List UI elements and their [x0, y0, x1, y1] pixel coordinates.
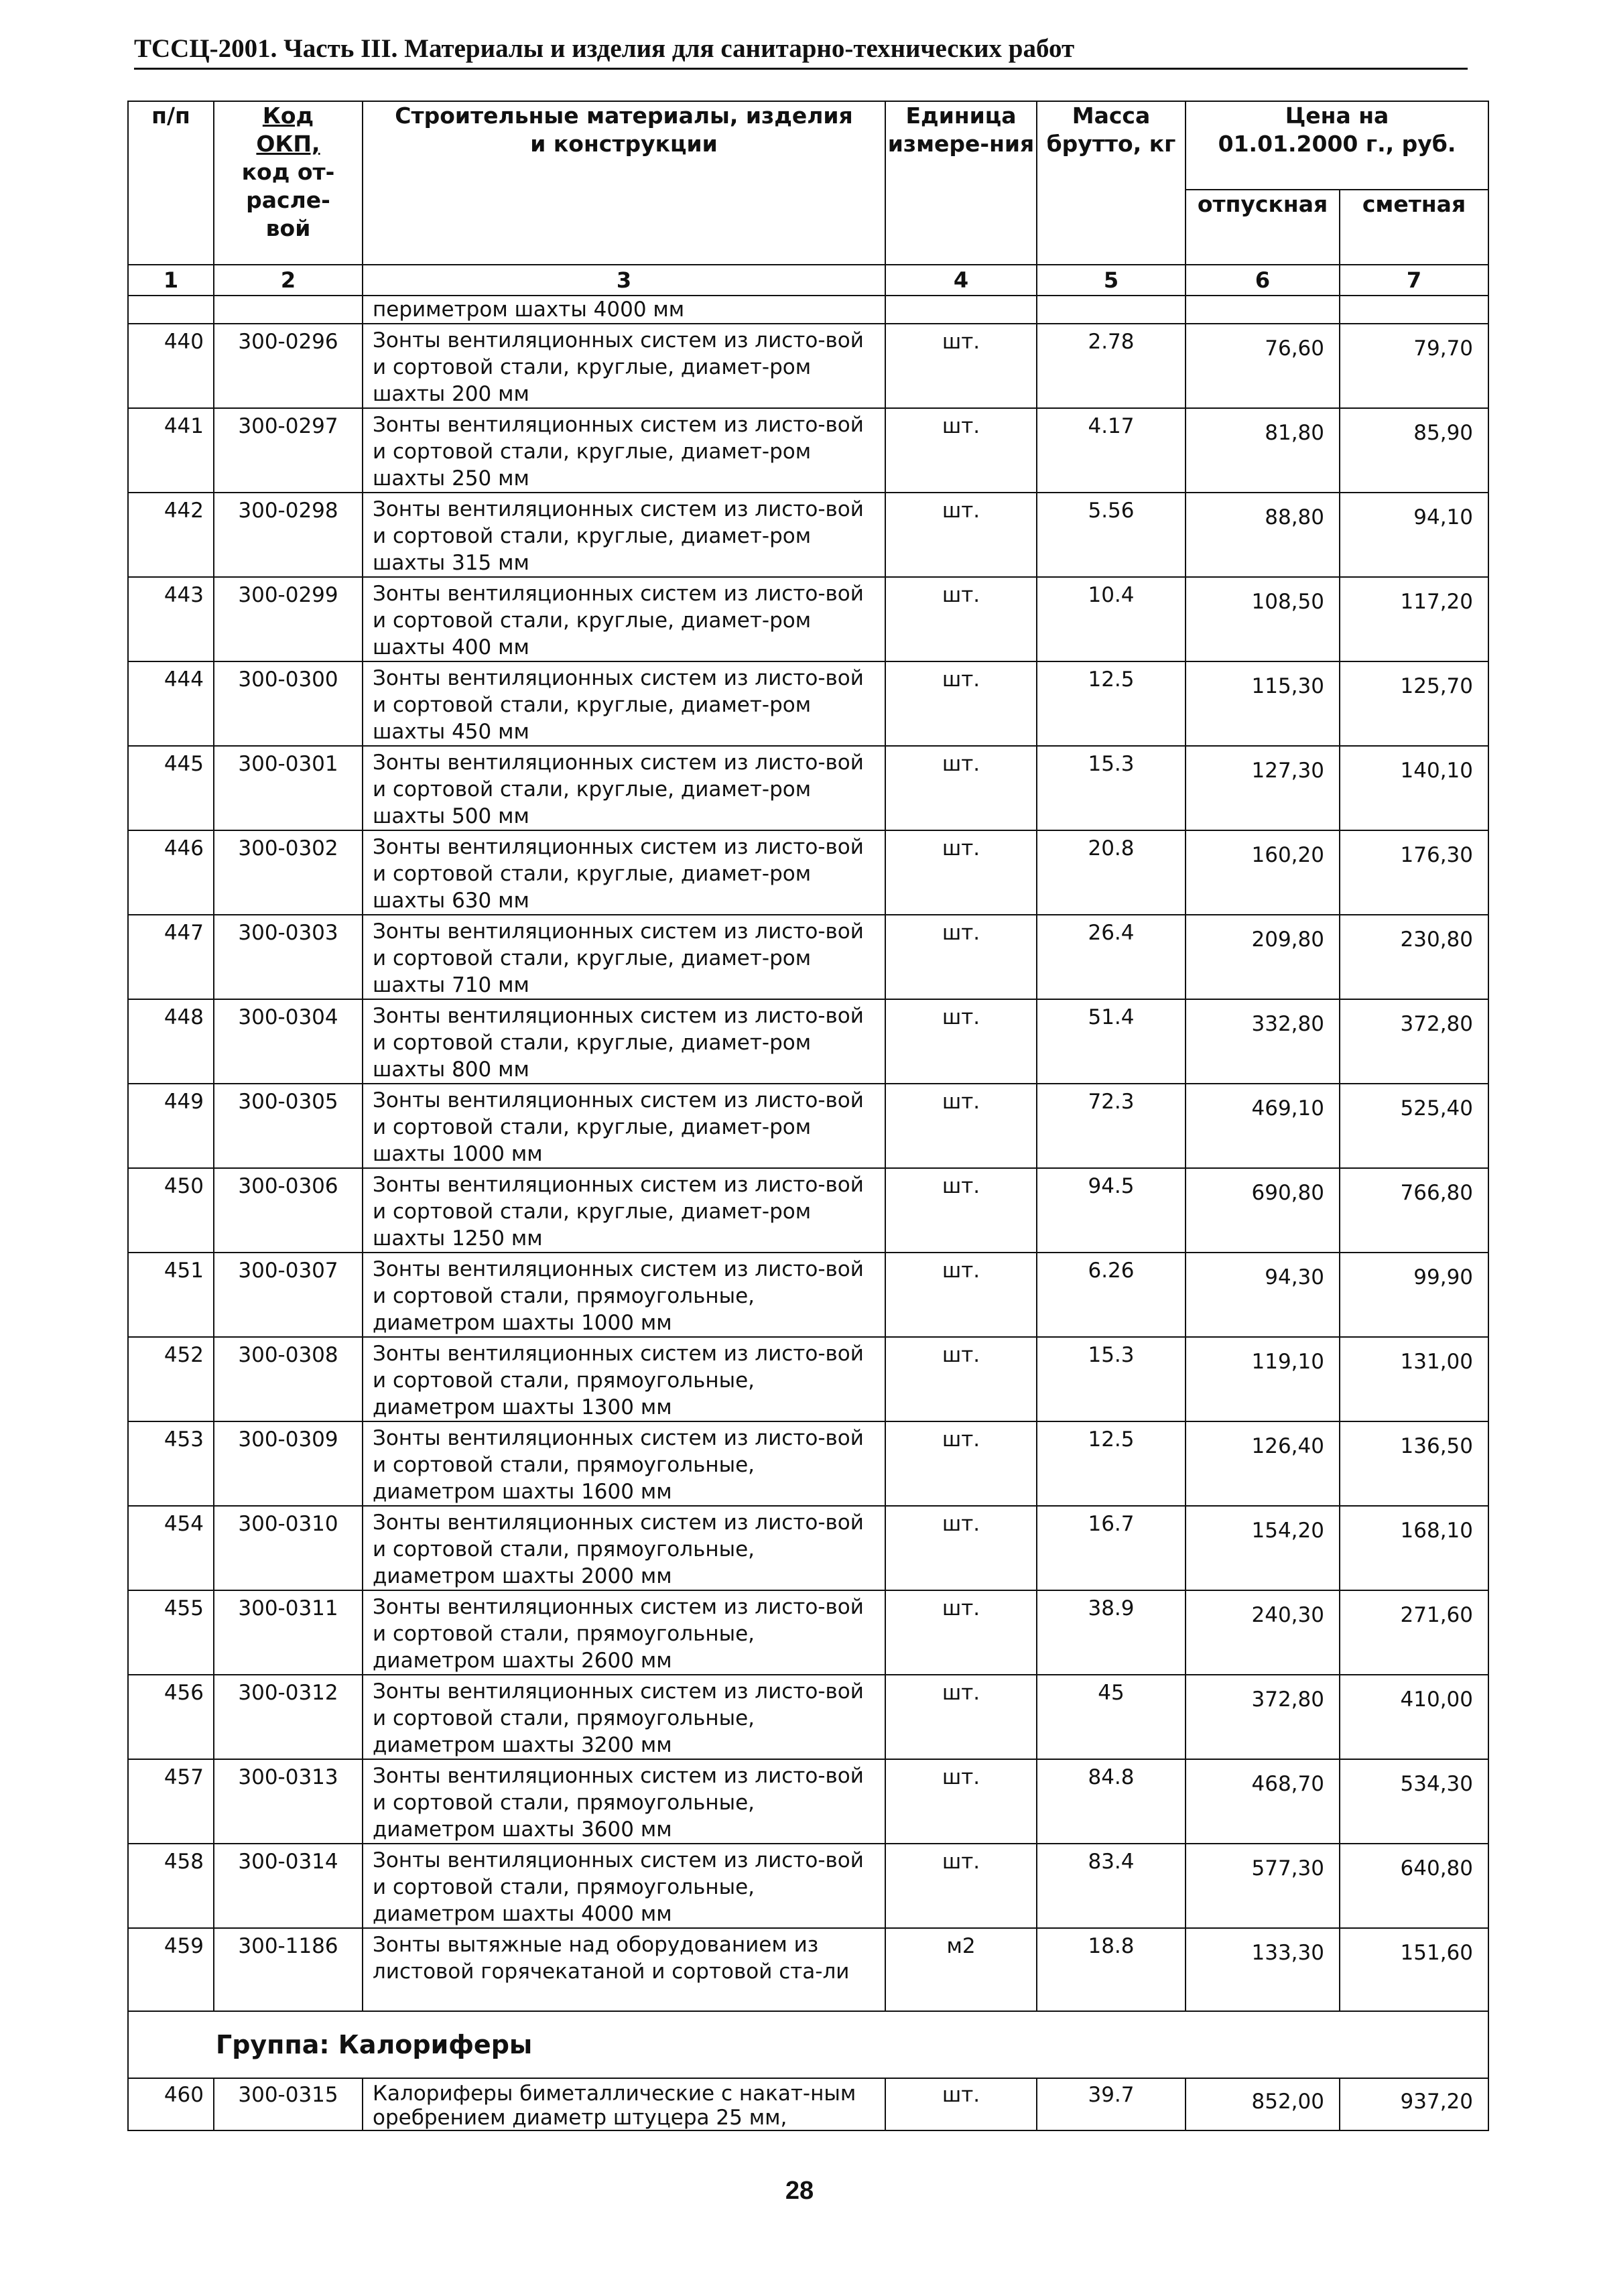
- row-mass: 72.3: [1037, 1084, 1186, 1168]
- header-code-line4: расле-: [246, 187, 330, 213]
- row-price-estimate: 230,80: [1340, 915, 1488, 999]
- row-mass: 83.4: [1037, 1844, 1186, 1928]
- row-unit: шт.: [885, 408, 1037, 493]
- row-price-release: 108,50: [1186, 577, 1340, 661]
- row-unit: шт.: [885, 999, 1037, 1084]
- row-price-release: 154,20: [1186, 1506, 1340, 1590]
- running-title: ТССЦ-2001. Часть III. Материалы и изделия для санитарно-технических работ: [134, 34, 1468, 70]
- row-number: 455: [128, 1590, 214, 1675]
- row-mass: 2.78: [1037, 324, 1186, 408]
- row-name: Зонты вытяжные над оборудованием из листовой горячекатаной и сортовой ста-ли: [363, 1928, 885, 2011]
- table-row: [128, 661, 1488, 746]
- row-name: Зонты вентиляционных систем из листо-вой и сортовой стали, круглые, диамет-ром шахты 800 мм: [363, 999, 885, 1084]
- row-mass: 39.7: [1037, 2078, 1186, 2130]
- table-row: [128, 1759, 1488, 1844]
- header-mass: Масса брутто, кг: [1037, 101, 1186, 265]
- row-price-estimate: 99,90: [1340, 1253, 1488, 1337]
- row-name: Зонты вентиляционных систем из листо-вой и сортовой стали, круглые, диамет-ром шахты 250 мм: [363, 408, 885, 493]
- table-row: [128, 1253, 1488, 1337]
- group-title: Группа: Калориферы: [128, 2011, 1488, 2078]
- row-unit: шт.: [885, 746, 1037, 830]
- row-code: 300-0313: [214, 1759, 363, 1844]
- row-name: Зонты вентиляционных систем из листо-вой и сортовой стали, круглые, диамет-ром шахты 710 мм: [363, 915, 885, 999]
- row-price-estimate: 766,80: [1340, 1168, 1488, 1253]
- row-number: 442: [128, 493, 214, 577]
- table-row: [128, 1421, 1488, 1506]
- row-price-release: 469,10: [1186, 1084, 1340, 1168]
- row-unit: шт.: [885, 661, 1037, 746]
- row-number: 453: [128, 1421, 214, 1506]
- row-number: 454: [128, 1506, 214, 1590]
- row-price-estimate: 94,10: [1340, 493, 1488, 577]
- group-row: [128, 2011, 1488, 2078]
- row-price-estimate: 372,80: [1340, 999, 1488, 1084]
- row-price-estimate: 136,50: [1340, 1421, 1488, 1506]
- row-number: 441: [128, 408, 214, 493]
- row-number: 451: [128, 1253, 214, 1337]
- row-number: 458: [128, 1844, 214, 1928]
- row-mass: 10.4: [1037, 577, 1186, 661]
- table-row: [128, 1337, 1488, 1421]
- row-unit: шт.: [885, 1253, 1037, 1337]
- row-unit: шт.: [885, 1506, 1037, 1590]
- header-price-estimate: сметная: [1340, 190, 1488, 265]
- row-price-estimate: 534,30: [1340, 1759, 1488, 1844]
- row-name: Зонты вентиляционных систем из листо-вой и сортовой стали, прямоугольные, диаметром шахты 3600 мм: [363, 1759, 885, 1844]
- row-number: 448: [128, 999, 214, 1084]
- row-price-release: 76,60: [1186, 324, 1340, 408]
- row-price-release: 209,80: [1186, 915, 1340, 999]
- row-unit: шт.: [885, 324, 1037, 408]
- column-number-1: 1: [128, 265, 214, 296]
- header-code: [214, 101, 363, 265]
- row-unit: шт.: [885, 577, 1037, 661]
- row-mass: 16.7: [1037, 1506, 1186, 1590]
- row-code: 300-0298: [214, 493, 363, 577]
- row-price-release: 115,30: [1186, 661, 1340, 746]
- row-name: Зонты вентиляционных систем из листо-вой и сортовой стали, круглые, диамет-ром шахты 400 мм: [363, 577, 885, 661]
- table-row: [128, 746, 1488, 830]
- header-code-line5: вой: [265, 215, 311, 241]
- row-code: 300-0315: [214, 2078, 363, 2130]
- row-price-estimate: 640,80: [1340, 1844, 1488, 1928]
- row-mass: 6.26: [1037, 1253, 1186, 1337]
- row-mass: 12.5: [1037, 661, 1186, 746]
- row-code: 300-0311: [214, 1590, 363, 1675]
- row-price-estimate: 131,00: [1340, 1337, 1488, 1421]
- row-price-release: 81,80: [1186, 408, 1340, 493]
- row-name: Зонты вентиляционных систем из листо-вой и сортовой стали, круглые, диамет-ром шахты 1250 мм: [363, 1168, 885, 1253]
- row-code: 300-0314: [214, 1844, 363, 1928]
- continuation-text: периметром шахты 4000 мм: [363, 296, 885, 324]
- row-price-estimate: 151,60: [1340, 1928, 1488, 2011]
- row-name: Зонты вентиляционных систем из листо-вой и сортовой стали, прямоугольные, диаметром шахты 2000 мм: [363, 1506, 885, 1590]
- row-name: Зонты вентиляционных систем из листо-вой и сортовой стали, круглые, диамет-ром шахты 450 мм: [363, 661, 885, 746]
- row-code: 300-0301: [214, 746, 363, 830]
- column-number-6: 6: [1186, 265, 1340, 296]
- row-price-release: 577,30: [1186, 1844, 1340, 1928]
- row-code: 300-0304: [214, 999, 363, 1084]
- row-name: Зонты вентиляционных систем из листо-вой и сортовой стали, прямоугольные, диаметром шахты 1300 мм: [363, 1337, 885, 1421]
- row-price-release: 126,40: [1186, 1421, 1340, 1506]
- row-code: 300-0303: [214, 915, 363, 999]
- header-unit: Единица измере-ния: [885, 101, 1037, 265]
- row-unit: шт.: [885, 915, 1037, 999]
- row-mass: 26.4: [1037, 915, 1186, 999]
- row-price-release: 119,10: [1186, 1337, 1340, 1421]
- row-number: 457: [128, 1759, 214, 1844]
- row-code: 300-0297: [214, 408, 363, 493]
- row-mass: 4.17: [1037, 408, 1186, 493]
- column-number-4: 4: [885, 265, 1037, 296]
- row-code: 300-0312: [214, 1675, 363, 1759]
- row-unit: шт.: [885, 1675, 1037, 1759]
- row-mass: 51.4: [1037, 999, 1186, 1084]
- row-code: 300-0307: [214, 1253, 363, 1337]
- row-number: 456: [128, 1675, 214, 1759]
- header-price: Цена на 01.01.2000 г., руб.: [1186, 101, 1488, 190]
- table-row: [128, 324, 1488, 408]
- row-mass: 38.9: [1037, 1590, 1186, 1675]
- row-name: Зонты вентиляционных систем из листо-вой и сортовой стали, прямоугольные, диаметром шахты 1600 мм: [363, 1421, 885, 1506]
- row-price-release: 88,80: [1186, 493, 1340, 577]
- row-unit: шт.: [885, 1844, 1037, 1928]
- header-code-line3: код от-: [241, 159, 335, 185]
- table-row: [128, 1590, 1488, 1675]
- row-code: 300-1186: [214, 1928, 363, 2011]
- table-row-last: [128, 2078, 1488, 2130]
- continuation-row: [128, 296, 1488, 324]
- row-price-estimate: 525,40: [1340, 1084, 1488, 1168]
- row-number: 440: [128, 324, 214, 408]
- row-unit: шт.: [885, 1084, 1037, 1168]
- header-pp: п/п: [128, 101, 214, 265]
- row-price-release: 852,00: [1186, 2078, 1340, 2130]
- row-number: 452: [128, 1337, 214, 1421]
- row-number: 460: [128, 2078, 214, 2130]
- row-price-release: 127,30: [1186, 746, 1340, 830]
- row-number: 447: [128, 915, 214, 999]
- row-code: 300-0299: [214, 577, 363, 661]
- row-price-release: 690,80: [1186, 1168, 1340, 1253]
- row-name: Зонты вентиляционных систем из листо-вой и сортовой стали, круглые, диамет-ром шахты 500 мм: [363, 746, 885, 830]
- table-row: [128, 1168, 1488, 1253]
- row-number: 450: [128, 1168, 214, 1253]
- table-row: [128, 1844, 1488, 1928]
- row-price-release: 160,20: [1186, 830, 1340, 915]
- row-code: 300-0310: [214, 1506, 363, 1590]
- row-unit: шт.: [885, 2078, 1037, 2130]
- row-price-release: 94,30: [1186, 1253, 1340, 1337]
- column-number-7: 7: [1340, 265, 1488, 296]
- table-row: [128, 408, 1488, 493]
- header-name: Строительные материалы, изделия и конструкции: [363, 101, 885, 265]
- row-price-release: 332,80: [1186, 999, 1340, 1084]
- row-mass: 15.3: [1037, 746, 1186, 830]
- table-row: [128, 1675, 1488, 1759]
- table-row: [128, 493, 1488, 577]
- table-row: [128, 999, 1488, 1084]
- header-code-line2: ОКП,: [256, 131, 320, 157]
- row-code: 300-0306: [214, 1168, 363, 1253]
- row-code: 300-0309: [214, 1421, 363, 1506]
- column-number-row: [128, 265, 1488, 296]
- column-number-3: 3: [363, 265, 885, 296]
- row-name: Зонты вентиляционных систем из листо-вой и сортовой стали, круглые, диамет-ром шахты 315 мм: [363, 493, 885, 577]
- row-mass: 45: [1037, 1675, 1186, 1759]
- row-code: 300-0308: [214, 1337, 363, 1421]
- row-mass: 15.3: [1037, 1337, 1186, 1421]
- row-name: Калориферы биметаллические с накат-ным оребрением диаметр штуцера 25 мм,: [363, 2078, 885, 2130]
- row-unit: шт.: [885, 493, 1037, 577]
- row-price-estimate: 176,30: [1340, 830, 1488, 915]
- row-number: 446: [128, 830, 214, 915]
- row-number: 444: [128, 661, 214, 746]
- row-name: Зонты вентиляционных систем из листо-вой и сортовой стали, круглые, диамет-ром шахты 1000 мм: [363, 1084, 885, 1168]
- row-mass: 94.5: [1037, 1168, 1186, 1253]
- row-name: Зонты вентиляционных систем из листо-вой и сортовой стали, прямоугольные, диаметром шахты 4000 мм: [363, 1844, 885, 1928]
- row-mass: 12.5: [1037, 1421, 1186, 1506]
- row-price-estimate: 79,70: [1340, 324, 1488, 408]
- row-unit: шт.: [885, 830, 1037, 915]
- table-row: [128, 1928, 1488, 2011]
- column-number-5: 5: [1037, 265, 1186, 296]
- row-name: Зонты вентиляционных систем из листо-вой и сортовой стали, круглые, диамет-ром шахты 630 мм: [363, 830, 885, 915]
- row-price-estimate: 168,10: [1340, 1506, 1488, 1590]
- row-code: 300-0305: [214, 1084, 363, 1168]
- row-unit: шт.: [885, 1168, 1037, 1253]
- row-name: Зонты вентиляционных систем из листо-вой и сортовой стали, прямоугольные, диаметром шахты 2600 мм: [363, 1590, 885, 1675]
- table-row: [128, 1084, 1488, 1168]
- page-number: 28: [785, 2177, 814, 2205]
- row-unit: м2: [885, 1928, 1037, 2011]
- row-code: 300-0302: [214, 830, 363, 915]
- row-price-release: 468,70: [1186, 1759, 1340, 1844]
- row-number: 443: [128, 577, 214, 661]
- column-number-2: 2: [214, 265, 363, 296]
- row-price-estimate: 125,70: [1340, 661, 1488, 746]
- row-price-estimate: 271,60: [1340, 1590, 1488, 1675]
- row-unit: шт.: [885, 1337, 1037, 1421]
- row-number: 459: [128, 1928, 214, 2011]
- header-code-line1: Код: [262, 103, 314, 129]
- row-code: 300-0296: [214, 324, 363, 408]
- row-unit: шт.: [885, 1421, 1037, 1506]
- row-number: 449: [128, 1084, 214, 1168]
- price-table: [127, 101, 1489, 2131]
- row-mass: 84.8: [1037, 1759, 1186, 1844]
- row-price-estimate: 85,90: [1340, 408, 1488, 493]
- header-price-release: отпускная: [1186, 190, 1340, 265]
- row-name: Зонты вентиляционных систем из листо-вой и сортовой стали, круглые, диамет-ром шахты 200 мм: [363, 324, 885, 408]
- row-price-estimate: 117,20: [1340, 577, 1488, 661]
- row-name: Зонты вентиляционных систем из листо-вой и сортовой стали, прямоугольные, диаметром шахты 3200 мм: [363, 1675, 885, 1759]
- row-price-release: 133,30: [1186, 1928, 1340, 2011]
- table-row: [128, 830, 1488, 915]
- table-row: [128, 915, 1488, 999]
- row-name: Зонты вентиляционных систем из листо-вой и сортовой стали, прямоугольные, диаметром шахты 1000 мм: [363, 1253, 885, 1337]
- row-price-estimate: 410,00: [1340, 1675, 1488, 1759]
- row-price-release: 240,30: [1186, 1590, 1340, 1675]
- row-unit: шт.: [885, 1759, 1037, 1844]
- row-mass: 18.8: [1037, 1928, 1186, 2011]
- row-price-estimate: 937,20: [1340, 2078, 1488, 2130]
- row-code: 300-0300: [214, 661, 363, 746]
- row-mass: 5.56: [1037, 493, 1186, 577]
- row-price-release: 372,80: [1186, 1675, 1340, 1759]
- row-mass: 20.8: [1037, 830, 1186, 915]
- row-number: 445: [128, 746, 214, 830]
- table-row: [128, 577, 1488, 661]
- row-price-estimate: 140,10: [1340, 746, 1488, 830]
- row-unit: шт.: [885, 1590, 1037, 1675]
- table-row: [128, 1506, 1488, 1590]
